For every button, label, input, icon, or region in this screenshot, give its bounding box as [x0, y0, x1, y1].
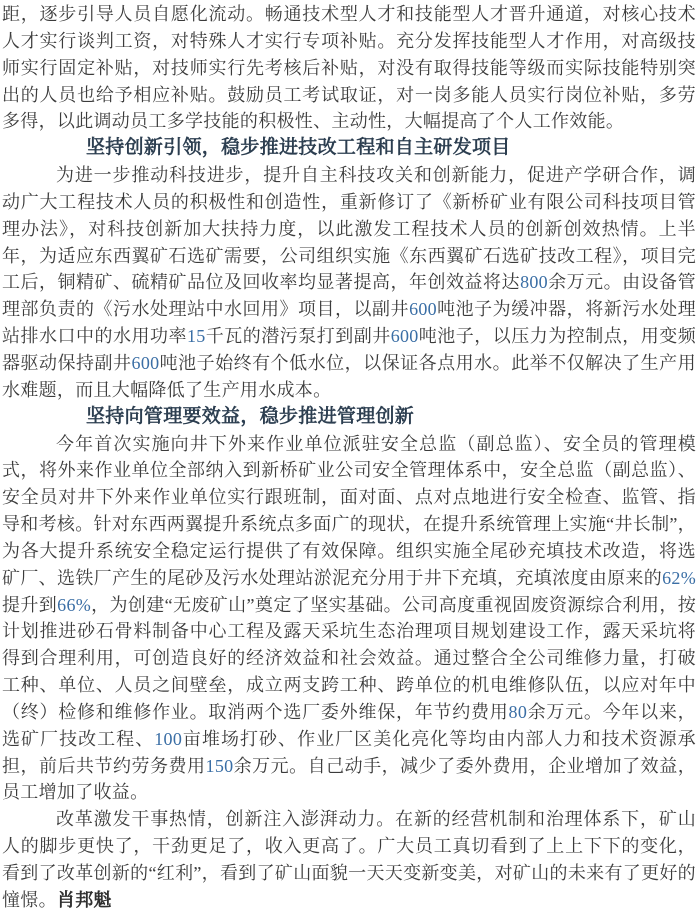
highlight-number: 600	[409, 299, 437, 320]
section-heading: 坚持创新引领，稳步推进技改工程和自主研发项目	[86, 137, 511, 159]
text-run: 改革激发干事热情，创新注入澎湃动力。在新的经营机制和治理体系下，矿山人的脚步更快了，干劲更足了，收入更高了。广大员工真切看到了上上下下的变化，看到了改革创新的“红利”，看到了矿山面貌一天天变新变美，对矿山的未来有了更好的憧憬。	[2, 809, 696, 910]
highlight-number: 15	[186, 326, 206, 347]
highlight-number: 600	[131, 352, 160, 373]
highlight-number: 62%	[662, 567, 696, 588]
highlight-number: 800	[520, 272, 548, 293]
author-name: 肖邦魁	[56, 889, 112, 910]
paragraph	[2, 806, 696, 913]
highlight-number: 80	[508, 701, 528, 722]
text-run: 余万元。由设备管理部负责的《污水处理站中水回用》项目，以副井	[2, 272, 696, 320]
text-run: 余万元。今年以来，选矿厂技改工程、	[2, 701, 696, 749]
text-run: 今年首次实施向井下外来作业单位派驻安全总监（副总监）、安全员的管理模式，将外来作业单位全部纳入到新桥矿业公司安全管理体系中，安全总监（副总监）、安全员对井下外来作业单位实行跟班制，面对面、点对点地进行安全检查、监管、指导和考核。针对东西两翼提升系统点多面广的现状，在提升系统管理上实施“井长制”，为各大提升系统安全稳定运行提供了有效保障。组织实施全尾砂充填技术改造，将选矿厂、选铁厂产生的尾砂及污水处理站淤泥充分用于井下充填，充填浓度由原来的	[2, 433, 696, 588]
highlight-number: 66%	[57, 594, 92, 615]
text-run: 亩堆场打砂、作业厂区美化亮化等均由内部人力和技术资源承担，前后共节约劳务费用	[2, 728, 696, 776]
paragraph	[2, 1, 696, 135]
text-run: 千瓦的潜污泵打到副井	[205, 326, 391, 347]
text-run: 余万元。自己动手，减少了委外费用，企业增加了效益，员工增加了收益。	[2, 755, 696, 803]
text-run: 提升到	[2, 594, 58, 615]
paragraph	[2, 162, 696, 404]
highlight-number: 150	[205, 755, 234, 776]
text-run: 吨池子，以压力为控制点，用变频器驱动保持副井	[2, 326, 697, 373]
highlight-number: 600	[390, 326, 419, 347]
text-run: 距，逐步引导人员自愿化流动。畅通技术型人才和技能型人才晋升通道，对核心技术人才实行谈判工资，对特殊人才实行专项补贴。充分发挥技能型人才作用，对高级技师实行固定补贴，对技师实行先考核后补贴，对没有取得技能等级而实际技能特别突出的人员也给予相应补贴。鼓励员工考试取证，对一岗多能人员实行岗位补贴，多劳多得，以此调动员工多学技能的积极性、主动性，大幅提高了个人工作效能。	[2, 4, 696, 132]
text-run: ，为创建“无废矿山”奠定了坚实基础。公司高度重视固废资源综合利用，按计划推进砂石骨料制备中心工程及露天采坑生态治理项目规划建设工作，露天采坑将得到合理利用，可创造良好的经济效益和社会效益。通过整合全公司维修力量，打破工种、单位、人员之间壁垒，成立两支跨工种、跨单位的机电维修队伍，以应对年中（终）检修和维修作业。取消两个选厂委外维保，年节约费用	[2, 594, 696, 722]
paragraph	[2, 431, 696, 807]
highlight-number: 100	[154, 728, 183, 749]
text-run: 吨池子为缓冲器，将新污水处理站排水口中的水用功率	[2, 299, 696, 347]
text-run: 为进一步推动科技进步，提升自主科技攻关和创新能力，促进产学研合作，调动广大工程技术人员的积极性和创造性，重新修订了《新桥矿业有限公司科技项目管理办法》，对科技创新加大扶持力度，以此激发工程技术人员的创新创效热情。上半年，为适应东西翼矿石选矿需要，公司组织实施《东西翼矿石选矿技改工程》，项目完工后，铜精矿、硫精矿品位及回收率均显著提高，年创效益将达	[2, 165, 696, 293]
section-heading: 坚持向管理要效益，稳步推进管理创新	[86, 405, 415, 427]
text-run: 吨池子始终有个低水位，以保证各点用水。此举不仅解决了生产用水难题，而且大幅降低了生产用水成本。	[2, 352, 696, 400]
